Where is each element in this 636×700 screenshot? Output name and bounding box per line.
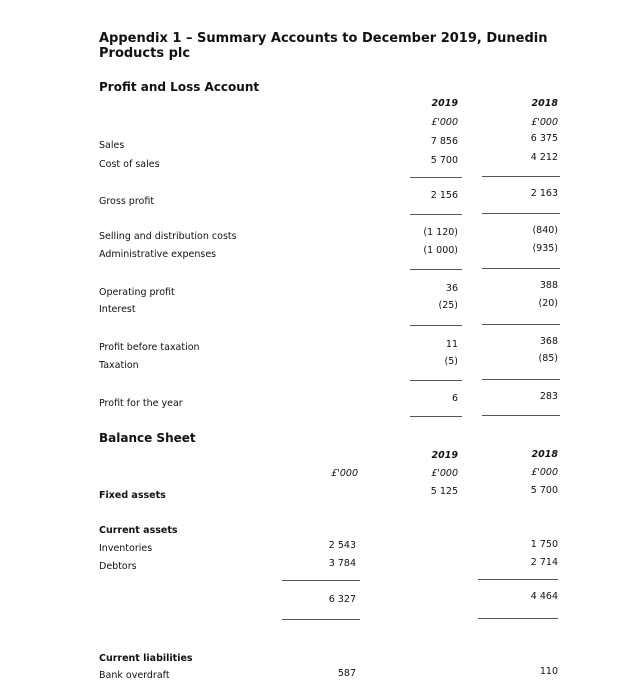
pl-year-2018: 2018 <box>531 98 558 109</box>
bs-heading: Balance Sheet <box>99 431 196 445</box>
pl-label-profit-for-year: Profit for the year <box>99 398 183 409</box>
pl-label-selling-distribution: Selling and distribution costs <box>99 231 237 242</box>
pl-value-2019-gross-profit: 2 156 <box>430 190 458 201</box>
bs-current-liabilities-heading: Current liabilities <box>99 653 193 664</box>
pl-rule <box>482 176 560 177</box>
bs-value-2018-debtors: 2 714 <box>530 557 558 568</box>
bs-rule <box>282 580 360 581</box>
pl-rule <box>482 415 560 416</box>
pl-rule <box>482 324 560 325</box>
pl-label-cost-of-sales: Cost of sales <box>99 159 160 170</box>
bs-value-left-inventories: 2 543 <box>328 540 356 551</box>
pl-rule <box>410 177 462 178</box>
pl-value-2019-operating-profit: 36 <box>445 283 458 294</box>
bs-value-left-bank-overdraft: 587 <box>337 668 356 679</box>
pl-value-2018-sales: 6 375 <box>530 133 558 144</box>
bs-label-inventories: Inventories <box>99 543 153 554</box>
pl-label-gross-profit: Gross profit <box>99 196 155 207</box>
bs-unit-2018: £'000 <box>531 467 558 478</box>
pl-value-2018-interest: (20) <box>538 298 558 309</box>
pl-value-2018-operating-profit: 388 <box>539 280 558 291</box>
title-line-1: Appendix 1 – Summary Accounts to December 2019, Dunedin <box>99 31 548 46</box>
pl-unit-2019: £'000 <box>431 117 458 128</box>
bs-label-bank-overdraft: Bank overdraft <box>99 670 170 681</box>
pl-value-2018-profit-before-tax: 368 <box>539 336 558 347</box>
pl-rule <box>410 380 462 381</box>
pl-value-2019-administrative: (1 000) <box>423 245 458 256</box>
bs-value-2019-fixed-assets: 5 125 <box>430 486 458 497</box>
bs-unit-2019: £'000 <box>431 468 458 479</box>
pl-value-2018-administrative: (935) <box>532 243 558 254</box>
pl-rule <box>410 325 462 326</box>
pl-year-2019: 2019 <box>431 98 458 109</box>
title-line-2: Products plc <box>99 46 191 61</box>
bs-label-debtors: Debtors <box>99 561 137 572</box>
pl-value-2019-sales: 7 856 <box>430 136 458 147</box>
pl-value-2018-profit-for-year: 283 <box>539 391 558 402</box>
bs-value-left-debtors: 3 784 <box>328 558 356 569</box>
pl-rule <box>482 213 560 214</box>
pl-unit-2018: £'000 <box>531 117 558 128</box>
bs-rule <box>282 619 360 620</box>
bs-value-2018-ca-total: 4 464 <box>530 591 558 602</box>
pl-rule <box>410 269 462 270</box>
bs-current-assets-heading: Current assets <box>99 525 178 536</box>
pl-rule <box>410 416 462 417</box>
pl-rule <box>482 379 560 380</box>
bs-value-left-ca-total: 6 327 <box>328 594 356 605</box>
pl-value-2018-cost-of-sales: 4 212 <box>530 152 558 163</box>
pl-value-2019-profit-before-tax: 11 <box>445 339 458 350</box>
bs-year-2018: 2018 <box>531 449 558 460</box>
bs-label-fixed-assets: Fixed assets <box>99 490 166 501</box>
bs-value-2018-inventories: 1 750 <box>530 539 558 550</box>
pl-heading: Profit and Loss Account <box>99 80 260 94</box>
pl-rule <box>410 214 462 215</box>
bs-value-2018-bank-overdraft: 110 <box>539 666 558 677</box>
pl-value-2018-selling-distribution: (840) <box>532 225 558 236</box>
pl-label-interest: Interest <box>99 304 136 315</box>
bs-rule <box>478 579 558 580</box>
pl-value-2019-taxation: (5) <box>444 356 458 367</box>
bs-value-2018-fixed-assets: 5 700 <box>530 485 558 496</box>
pl-label-profit-before-tax: Profit before taxation <box>99 342 200 353</box>
pl-value-2019-profit-for-year: 6 <box>451 393 458 404</box>
pl-value-2018-taxation: (85) <box>538 353 558 364</box>
bs-unit-left: £'000 <box>331 468 358 479</box>
bs-year-2019: 2019 <box>431 450 458 461</box>
bs-rule <box>478 618 558 619</box>
pl-value-2019-selling-distribution: (1 120) <box>423 227 458 238</box>
pl-value-2019-interest: (25) <box>438 300 458 311</box>
pl-label-administrative: Administrative expenses <box>99 249 217 260</box>
pl-label-sales: Sales <box>99 140 125 151</box>
pl-value-2018-gross-profit: 2 163 <box>530 188 558 199</box>
pl-value-2019-cost-of-sales: 5 700 <box>430 155 458 166</box>
pl-label-taxation: Taxation <box>99 360 139 371</box>
document-title <box>99 31 548 61</box>
pl-rule <box>482 268 560 269</box>
pl-label-operating-profit: Operating profit <box>99 287 175 298</box>
